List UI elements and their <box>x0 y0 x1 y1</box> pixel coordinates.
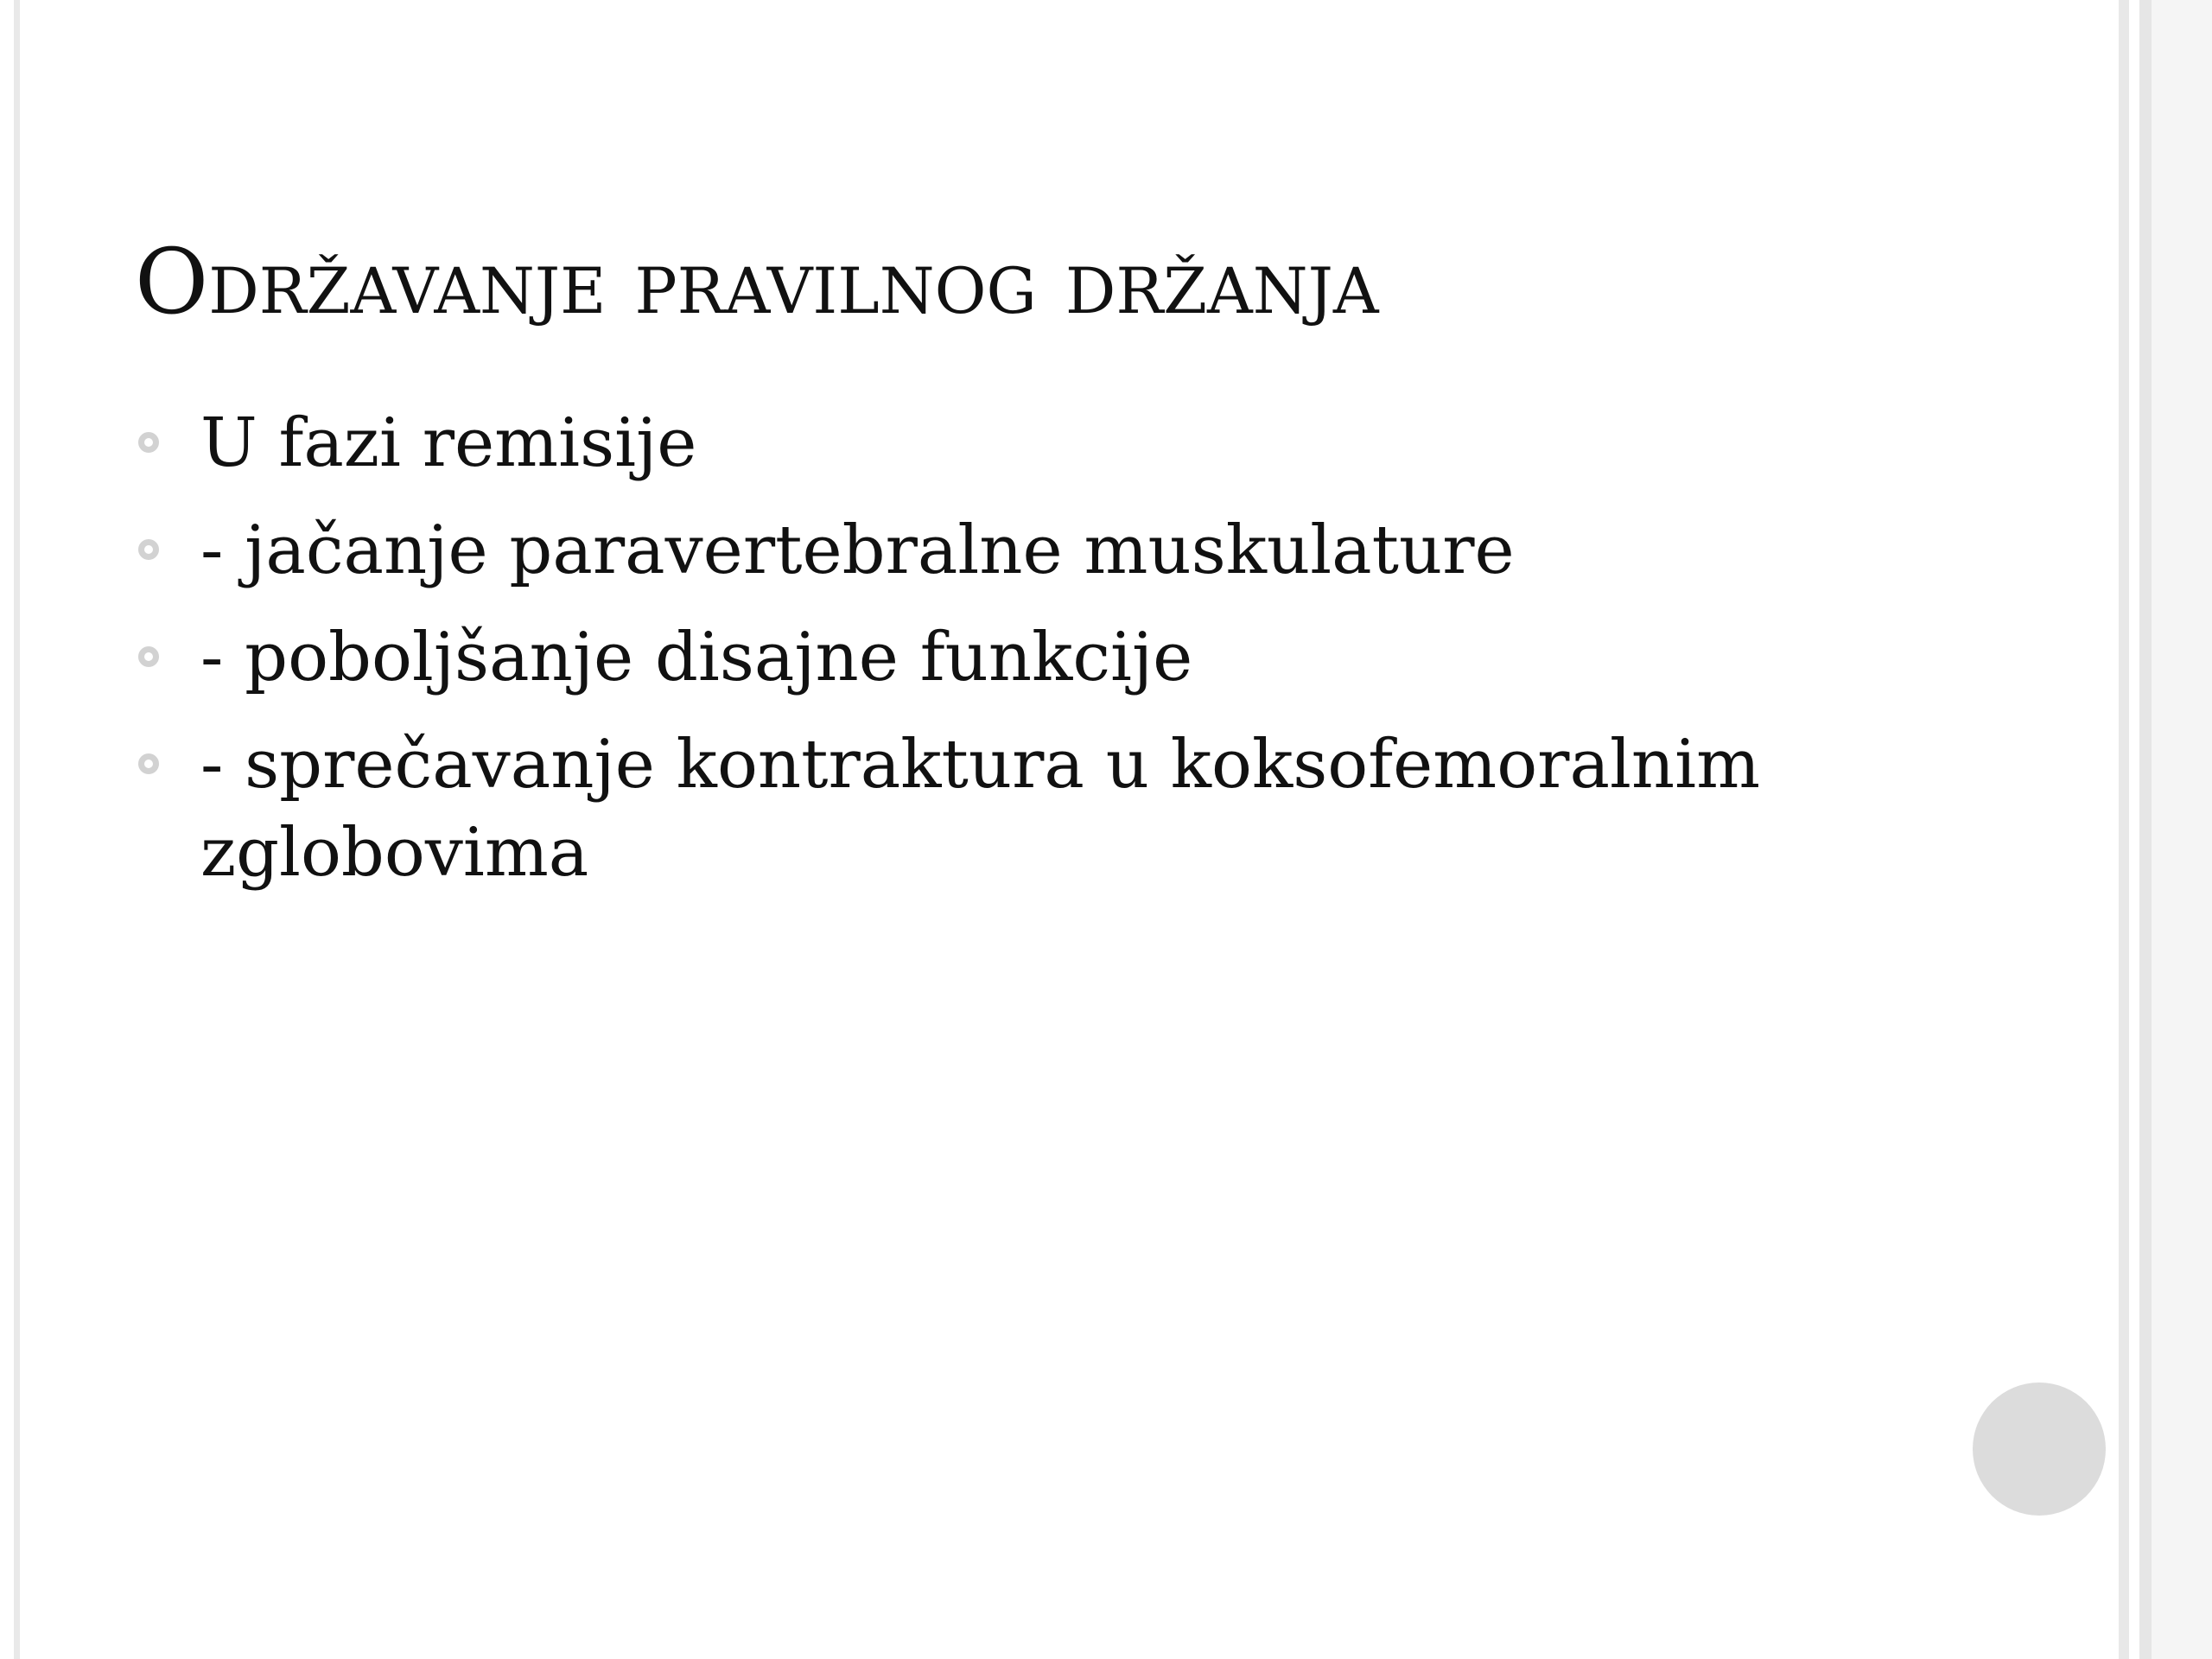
corner-circle-icon <box>1973 1382 2106 1516</box>
bullet-circle-icon <box>138 646 159 667</box>
bullet-list <box>135 399 2053 916</box>
window-right-border <box>2139 0 2152 1659</box>
bullet-item <box>135 506 2053 594</box>
bullet-item <box>135 613 2053 702</box>
bullet-circle-icon <box>138 539 159 560</box>
bullet-text: U fazi remisije <box>200 404 697 482</box>
bullet-circle-icon <box>138 432 159 453</box>
bullet-item <box>135 399 2053 487</box>
bullet-text: - sprečavanje kontraktura u koksofemoralnim zglobovima <box>200 726 1761 892</box>
bullet-text: - poboljšanje disajne funkcije <box>200 619 1193 696</box>
bullet-circle-icon <box>138 753 159 774</box>
slide-left-border <box>14 0 20 1659</box>
slide-right-border <box>2119 0 2129 1659</box>
bullet-text: - jačanje paravertebralne muskulature <box>200 512 1515 589</box>
slide-title: Održavanje pravilnog držanja <box>135 229 1379 334</box>
bullet-item <box>135 721 2053 897</box>
